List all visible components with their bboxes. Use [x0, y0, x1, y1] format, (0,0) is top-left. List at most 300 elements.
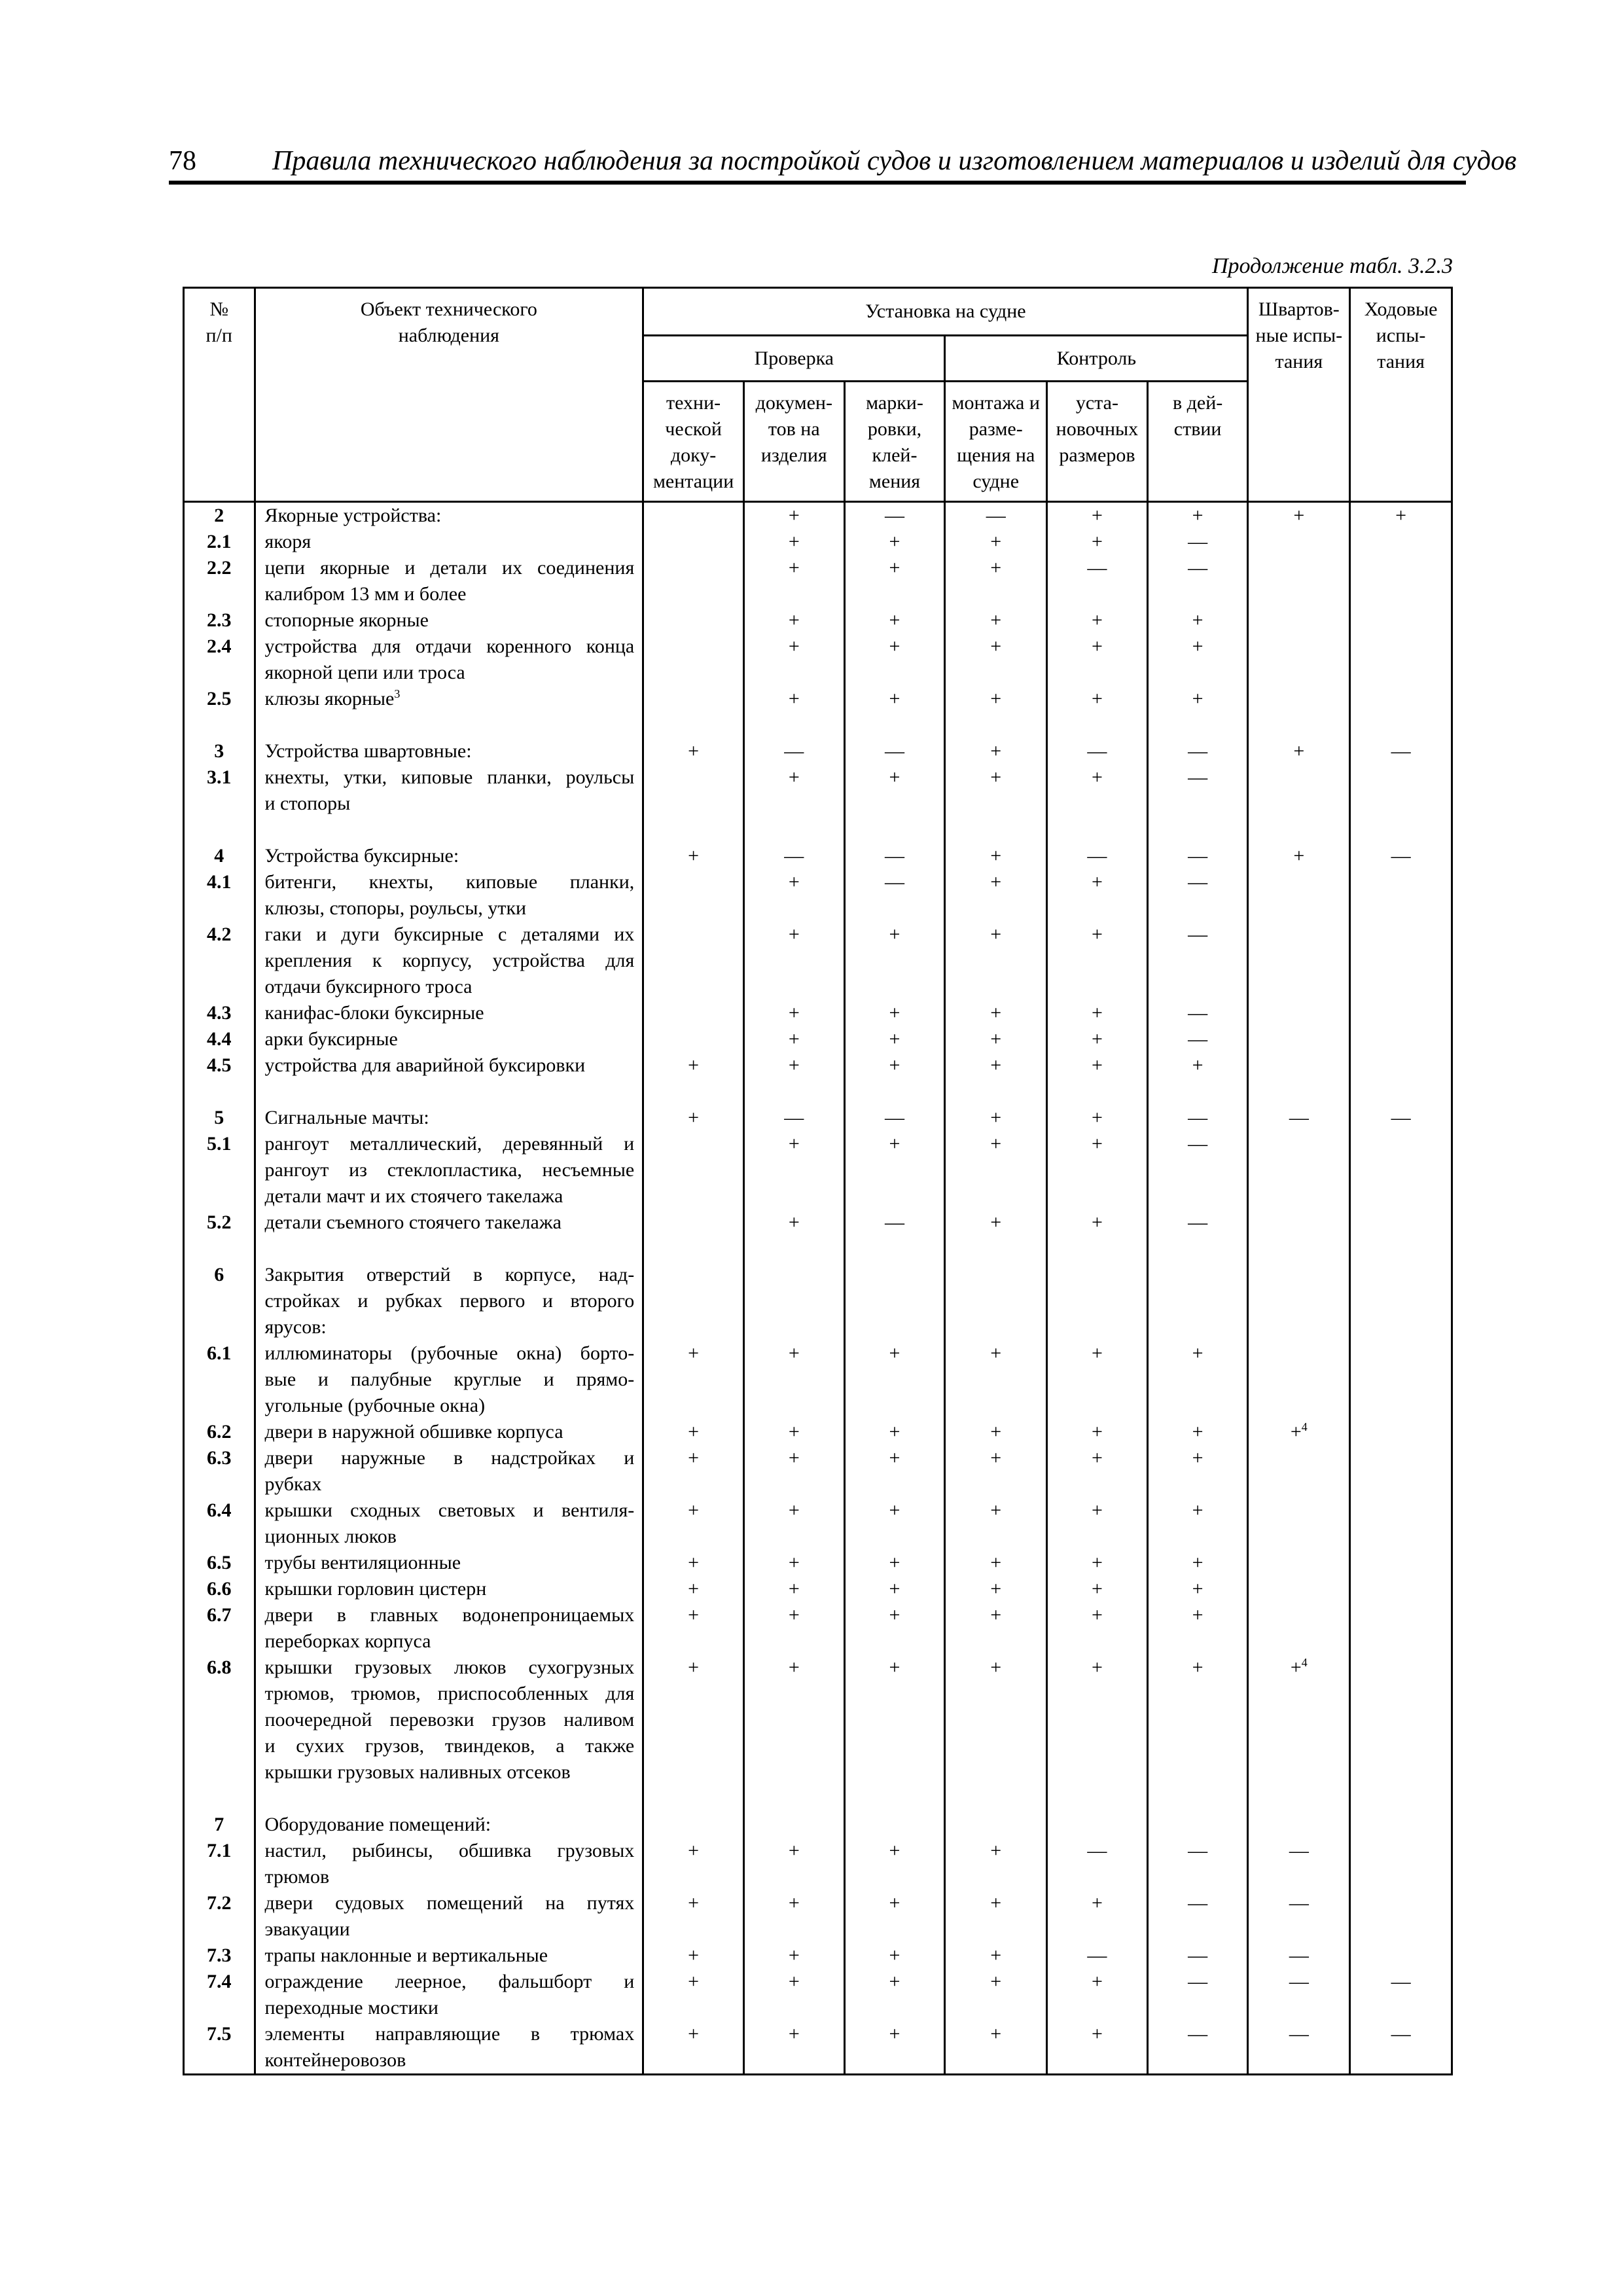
- row-number: 6.2: [207, 1421, 232, 1443]
- marks-in-action: [1147, 712, 1248, 817]
- mark-cell: +: [788, 1211, 800, 1233]
- object-line: [265, 2047, 635, 2073]
- mark-cell: +: [990, 1002, 1002, 1024]
- mark-cell: —: [1391, 2023, 1411, 2045]
- mark-cell: +: [1192, 609, 1204, 631]
- header-check: Проверка: [643, 336, 945, 382]
- group-spacer: [946, 1079, 1046, 1105]
- mark-cell: [644, 634, 743, 686]
- mark-cell: +: [990, 1133, 1002, 1155]
- mark-cell: [644, 1262, 743, 1340]
- marks-product-docs: [743, 502, 844, 713]
- row-numbers: [184, 712, 255, 817]
- mark-cell: [1351, 1445, 1451, 1498]
- header-product-docs: докумен-тов на изделия: [743, 382, 844, 502]
- mark-cell: —: [1087, 1945, 1107, 1966]
- mark-cell: [1351, 1498, 1451, 1550]
- table-row-group: [184, 712, 1452, 817]
- mark-cell: —: [784, 1107, 804, 1128]
- mark-cell: +: [1091, 505, 1103, 526]
- mark-cell: +: [990, 1840, 1002, 1861]
- row-number: 4.4: [207, 1028, 232, 1050]
- object-text: детали мачт и их стоячего такелажа: [264, 1185, 563, 1207]
- marks-sea-trials: [1350, 1236, 1452, 1785]
- marks-mounting: [945, 1785, 1047, 2075]
- mark-cell: [1249, 1602, 1349, 1655]
- object-line: [265, 1759, 635, 1785]
- mark-cell: +: [889, 557, 901, 579]
- mark-cell: +: [788, 505, 800, 526]
- object-line: [265, 1707, 635, 1733]
- mark-cell: [1249, 1210, 1349, 1236]
- mark-cell: [1249, 1445, 1349, 1498]
- mark-cell: +: [688, 2023, 700, 2045]
- mark-cell: +: [990, 688, 1002, 709]
- row-number: 4: [214, 845, 224, 867]
- mark-cell: +: [1091, 1133, 1103, 1155]
- mark-cell: —: [1188, 1002, 1208, 1024]
- mark-cell: +: [1192, 1604, 1204, 1626]
- row-number: 4.2: [207, 924, 232, 945]
- mark-cell: [644, 1210, 743, 1236]
- group-spacer: [185, 1785, 254, 1812]
- object-line: [265, 634, 635, 660]
- object-line: [265, 1838, 635, 1864]
- marks-mooring-trials: [1248, 1785, 1350, 2075]
- mark-cell: +: [688, 1107, 700, 1128]
- mark-cell: +: [688, 1657, 700, 1678]
- mark-cell: +: [889, 1892, 901, 1914]
- mark-cell: +: [990, 1107, 1002, 1128]
- mark-cell: —: [1087, 1840, 1107, 1861]
- mark-cell: +: [1192, 1447, 1204, 1469]
- mark-cell: +: [1091, 1499, 1103, 1521]
- object-text: ярусов:: [264, 1316, 327, 1338]
- mark-cell: +: [889, 1657, 901, 1678]
- mark-cell: +: [788, 688, 800, 709]
- mark-cell: +: [1091, 1211, 1103, 1233]
- mark-cell: +: [788, 1971, 800, 1992]
- marks-marking: [844, 1785, 945, 2075]
- mark-cell: —: [1188, 766, 1208, 788]
- mark-cell: [1249, 1052, 1349, 1079]
- object-line: [265, 1026, 635, 1052]
- mark-cell: +: [889, 1971, 901, 1992]
- header-installation-dims: уста-новочных размеров: [1047, 382, 1148, 502]
- mark-cell: [1249, 1340, 1349, 1419]
- mark-cell: [1249, 634, 1349, 686]
- marks-marking: [844, 817, 945, 1079]
- object-text: цепи якорные и детали их соединения: [264, 557, 635, 579]
- marks-marking: [844, 1236, 945, 1785]
- group-spacer: [745, 1079, 844, 1105]
- group-spacer: [1351, 1079, 1451, 1105]
- object-text: канифас-блоки буксирные: [264, 1002, 484, 1024]
- object-line: [265, 1812, 635, 1838]
- object-line: [265, 1890, 635, 1916]
- table-body: [184, 502, 1452, 2075]
- mark-cell: [1249, 1576, 1349, 1602]
- mark-cell: [1351, 1890, 1451, 1943]
- object-line: [265, 922, 635, 948]
- object-text: угольные (рубочные окна): [264, 1395, 486, 1416]
- mark-cell: +: [788, 1945, 800, 1966]
- object-text: Сигнальные мачты:: [264, 1107, 429, 1128]
- mark-cell: [1351, 634, 1451, 686]
- mark-cell: +: [1192, 636, 1204, 657]
- marks-sea-trials: [1350, 817, 1452, 1079]
- mark-cell: +: [990, 1578, 1002, 1600]
- mark-cell: [1249, 869, 1349, 922]
- object-line: [265, 843, 635, 869]
- header-mooring-trials: Швартов-ные испы-тания: [1248, 288, 1350, 502]
- object-text: двери в главных водонепроницаемых: [264, 1604, 635, 1626]
- group-spacer: [846, 1785, 944, 1812]
- mark-cell: +: [1091, 2023, 1103, 2045]
- row-number: 2.4: [207, 636, 232, 657]
- mark-cell: +: [788, 609, 800, 631]
- table-continuation-label: Продолжение табл. 3.2.3: [1211, 254, 1453, 278]
- mark-cell: —: [1188, 1133, 1208, 1155]
- object-text: настил, рыбинсы, обшивка грузовых: [264, 1840, 635, 1861]
- running-title: Правила технического наблюдения за постройкой судов и изготовлением материалов и изделий для судов: [272, 146, 1517, 176]
- mark-cell: [644, 1000, 743, 1026]
- running-header: [169, 145, 1517, 185]
- footnote-mark: 4: [1301, 1420, 1308, 1433]
- mark-cell: [1351, 1838, 1451, 1890]
- group-spacer: [1048, 1236, 1147, 1262]
- mark-cell: +: [1091, 924, 1103, 945]
- mark-cell: +: [990, 1552, 1002, 1573]
- marks-installation-dims: [1047, 1079, 1148, 1236]
- mark-cell: —: [885, 740, 904, 762]
- row-number: 3: [214, 740, 224, 762]
- object-line: [265, 1655, 635, 1681]
- object-text: переходные мостики: [264, 1997, 438, 2018]
- mark-cell: —: [1289, 1892, 1309, 1914]
- mark-cell: —: [885, 1211, 904, 1233]
- mark-cell: [946, 1262, 1046, 1340]
- row-number: 2.5: [207, 688, 232, 709]
- mark-cell: +: [788, 1552, 800, 1573]
- mark-cell: —: [1391, 740, 1411, 762]
- mark-cell: —: [1188, 531, 1208, 552]
- row-number: 7.5: [207, 2023, 232, 2045]
- mark-cell: +: [1091, 766, 1103, 788]
- object-line: [265, 1916, 635, 1943]
- mark-cell: —: [1188, 1107, 1208, 1128]
- mark-cell: +: [1192, 505, 1204, 526]
- mark-cell: [1351, 1602, 1451, 1655]
- mark-cell: —: [885, 845, 904, 867]
- object-line: [265, 1471, 635, 1498]
- object-line: [265, 974, 635, 1000]
- marks-in-action: [1147, 502, 1248, 713]
- object-line: [265, 1340, 635, 1367]
- mark-cell: [1249, 1812, 1349, 1838]
- row-objects: [255, 1785, 643, 2075]
- mark-cell: +: [990, 1447, 1002, 1469]
- mark-cell: +: [990, 1971, 1002, 1992]
- mark-cell: [644, 686, 743, 712]
- object-text: крепления к корпусу, устройства для: [264, 950, 635, 971]
- mark-cell: +: [1395, 505, 1407, 526]
- mark-cell: [1351, 1655, 1451, 1785]
- object-text: трюмов, трюмов, приспособленных для: [264, 1683, 635, 1704]
- mark-cell: +: [1091, 531, 1103, 552]
- group-spacer: [946, 1785, 1046, 1812]
- table-header: [184, 288, 1452, 502]
- row-objects: [255, 1079, 643, 1236]
- marks-installation-dims: [1047, 1236, 1148, 1785]
- marks-tech-docs: [643, 1785, 744, 2075]
- mark-cell: +: [990, 557, 1002, 579]
- object-line: [265, 1864, 635, 1890]
- row-objects: [255, 1236, 643, 1785]
- object-line: [265, 1105, 635, 1131]
- object-text: отдачи буксирного троса: [264, 976, 473, 997]
- mark-cell: [846, 1812, 944, 1838]
- mark-cell: [1351, 607, 1451, 634]
- mark-cell: —: [1289, 2023, 1309, 2045]
- object-line: [265, 1445, 635, 1471]
- mark-cell: +: [1192, 1421, 1204, 1443]
- marks-mooring-trials: [1248, 817, 1350, 1079]
- mark-cell: +: [1091, 871, 1103, 893]
- mark-cell: +: [889, 1604, 901, 1626]
- mark-cell: +: [788, 871, 800, 893]
- marks-product-docs: [743, 712, 844, 817]
- row-objects: [255, 817, 643, 1079]
- row-number: 6.5: [207, 1552, 232, 1573]
- mark-cell: +: [1091, 1892, 1103, 1914]
- mark-cell: —: [1188, 845, 1208, 867]
- object-text: стопорные якорные: [264, 609, 429, 631]
- mark-cell: —: [1391, 1107, 1411, 1128]
- mark-cell: +: [889, 1054, 901, 1076]
- mark-cell: +: [990, 1892, 1002, 1914]
- row-number: 7: [214, 1814, 224, 1835]
- group-spacer: [1351, 1785, 1451, 1812]
- footnote-mark: 3: [394, 687, 401, 700]
- mark-cell: +: [788, 924, 800, 945]
- mark-cell: +: [1091, 1447, 1103, 1469]
- object-line: [265, 1210, 635, 1236]
- mark-cell: [1351, 686, 1451, 712]
- marks-product-docs: [743, 1236, 844, 1785]
- object-text: и стопоры: [264, 793, 351, 814]
- mark-cell: [1149, 1812, 1247, 1838]
- mark-cell: [644, 503, 743, 529]
- marks-product-docs: [743, 817, 844, 1079]
- mark-cell: +: [688, 1342, 700, 1364]
- table-row-group: [184, 1236, 1452, 1785]
- mark-cell: [644, 764, 743, 817]
- object-line: [265, 660, 635, 686]
- marks-mooring-trials: [1248, 1236, 1350, 1785]
- marks-installation-dims: [1047, 502, 1148, 713]
- header-installation: Установка на судне: [643, 288, 1248, 336]
- marks-mounting: [945, 712, 1047, 817]
- object-text: переборках корпуса: [264, 1630, 431, 1652]
- mark-cell: +: [889, 2023, 901, 2045]
- marks-sea-trials: [1350, 1785, 1452, 2075]
- mark-cell: +: [889, 531, 901, 552]
- group-spacer: [1351, 712, 1451, 738]
- marks-sea-trials: [1350, 1079, 1452, 1236]
- mark-cell: +: [990, 2023, 1002, 2045]
- row-numbers: [184, 1079, 255, 1236]
- mark-cell: +: [990, 871, 1002, 893]
- row-number: 6: [214, 1264, 224, 1285]
- mark-cell: [1351, 922, 1451, 1000]
- mark-cell: +: [1192, 1054, 1204, 1076]
- marks-product-docs: [743, 1785, 844, 2075]
- mark-cell: [644, 555, 743, 607]
- inspection-table: [183, 287, 1453, 2075]
- mark-cell: +: [1091, 636, 1103, 657]
- mark-cell: —: [1188, 1892, 1208, 1914]
- mark-cell: —: [1188, 924, 1208, 945]
- mark-cell: +: [889, 1552, 901, 1573]
- group-spacer: [846, 1236, 944, 1262]
- marks-marking: [844, 502, 945, 713]
- mark-cell: +: [788, 1133, 800, 1155]
- object-line: [265, 1969, 635, 1995]
- marks-tech-docs: [643, 817, 744, 1079]
- header-object: Объект технического наблюдения: [255, 288, 643, 502]
- mark-cell: —: [1188, 2023, 1208, 2045]
- mark-cell: [1351, 1210, 1451, 1236]
- mark-cell: +: [788, 1578, 800, 1600]
- mark-cell: +: [889, 1578, 901, 1600]
- group-spacer: [745, 817, 844, 843]
- object-line: [265, 1524, 635, 1550]
- header-in-action: в дей-ствии: [1147, 382, 1248, 502]
- mark-cell: +: [990, 636, 1002, 657]
- object-text: якоря: [264, 531, 312, 552]
- mark-cell: +: [1091, 1657, 1103, 1678]
- group-spacer: [265, 1785, 635, 1812]
- object-line: [265, 1419, 635, 1445]
- row-number: 6.4: [207, 1499, 232, 1521]
- mark-cell: +: [688, 845, 700, 867]
- mark-cell: [745, 1262, 844, 1340]
- object-text: двери судовых помещений на путях: [264, 1892, 635, 1914]
- mark-cell: +: [1192, 1552, 1204, 1573]
- mark-cell: —: [1289, 1840, 1309, 1861]
- mark-cell: —: [1289, 1107, 1309, 1128]
- mark-cell: [1249, 1419, 1349, 1445]
- mark-cell: [1249, 686, 1349, 712]
- group-spacer: [644, 1785, 743, 1812]
- group-spacer: [1149, 817, 1247, 843]
- mark-cell: [1351, 1052, 1451, 1079]
- object-text: стройках и рубках первого и второго: [264, 1290, 635, 1312]
- object-line: [265, 1314, 635, 1340]
- object-line: [265, 1157, 635, 1183]
- mark-cell: +: [889, 1447, 901, 1469]
- object-line: [265, 1995, 635, 2021]
- group-spacer: [1149, 1079, 1247, 1105]
- group-spacer: [1048, 1785, 1147, 1812]
- group-spacer: [1149, 1785, 1247, 1812]
- object-text: калибром 13 мм и более: [264, 583, 467, 605]
- marks-product-docs: [743, 1079, 844, 1236]
- group-spacer: [745, 1785, 844, 1812]
- mark-cell: [1351, 1550, 1451, 1576]
- mark-cell: +: [688, 740, 700, 762]
- header-tech-docs: техни-ческой доку-ментации: [643, 382, 744, 502]
- object-line: [265, 607, 635, 634]
- object-line: [265, 1262, 635, 1288]
- marks-mooring-trials: [1248, 712, 1350, 817]
- mark-cell: +: [889, 609, 901, 631]
- group-spacer: [1249, 1079, 1349, 1105]
- group-spacer: [745, 712, 844, 738]
- mark-cell: [1048, 1262, 1147, 1340]
- mark-cell: +: [1192, 688, 1204, 709]
- mark-cell: —: [1188, 740, 1208, 762]
- group-spacer: [846, 817, 944, 843]
- group-spacer: [185, 1236, 254, 1262]
- plus-mark: +: [1290, 1421, 1302, 1443]
- mark-cell: [1351, 555, 1451, 607]
- mark-cell: +: [990, 1945, 1002, 1966]
- marks-marking: [844, 1079, 945, 1236]
- group-spacer: [644, 817, 743, 843]
- marks-tech-docs: [643, 1079, 744, 1236]
- mark-cell: [1149, 1262, 1247, 1340]
- mark-cell: [644, 1131, 743, 1210]
- object-text: рангоут из стеклопластика, несъемные: [264, 1159, 635, 1181]
- row-number: 2.2: [207, 557, 232, 579]
- mark-cell: +: [788, 531, 800, 552]
- mark-cell: —: [1087, 557, 1107, 579]
- object-line: [265, 869, 635, 895]
- object-text: ционных люков: [264, 1526, 397, 1547]
- table-row-group: [184, 1079, 1452, 1236]
- mark-cell: [1249, 529, 1349, 555]
- mark-cell: [846, 1262, 944, 1340]
- header-marking: марки-ровки, клей-мения: [844, 382, 945, 502]
- mark-cell: +: [1091, 688, 1103, 709]
- mark-cell: [644, 607, 743, 634]
- object-text: клюзы якорные: [264, 688, 395, 709]
- object-text: трапы наклонные и вертикальные: [264, 1945, 548, 1966]
- mark-cell: [1351, 1340, 1451, 1419]
- row-number: 6.7: [207, 1604, 232, 1626]
- group-spacer: [185, 712, 254, 738]
- marks-mounting: [945, 817, 1047, 1079]
- mark-cell: [1351, 1419, 1451, 1445]
- mark-cell: +: [1192, 1657, 1204, 1678]
- object-line: [265, 764, 635, 791]
- mark-cell: —: [885, 1107, 904, 1128]
- mark-cell: +: [788, 1657, 800, 1678]
- mark-cell: [1351, 1576, 1451, 1602]
- group-spacer: [1249, 712, 1349, 738]
- group-spacer: [265, 817, 635, 843]
- mark-cell: +: [889, 1028, 901, 1050]
- mark-cell: [1351, 529, 1451, 555]
- mark-cell: +: [788, 1002, 800, 1024]
- mark-cell: [1249, 1131, 1349, 1210]
- mark-cell: +: [990, 740, 1002, 762]
- mark-cell: +: [990, 845, 1002, 867]
- mark-cell: +: [788, 1054, 800, 1076]
- mark-cell: [1249, 1026, 1349, 1052]
